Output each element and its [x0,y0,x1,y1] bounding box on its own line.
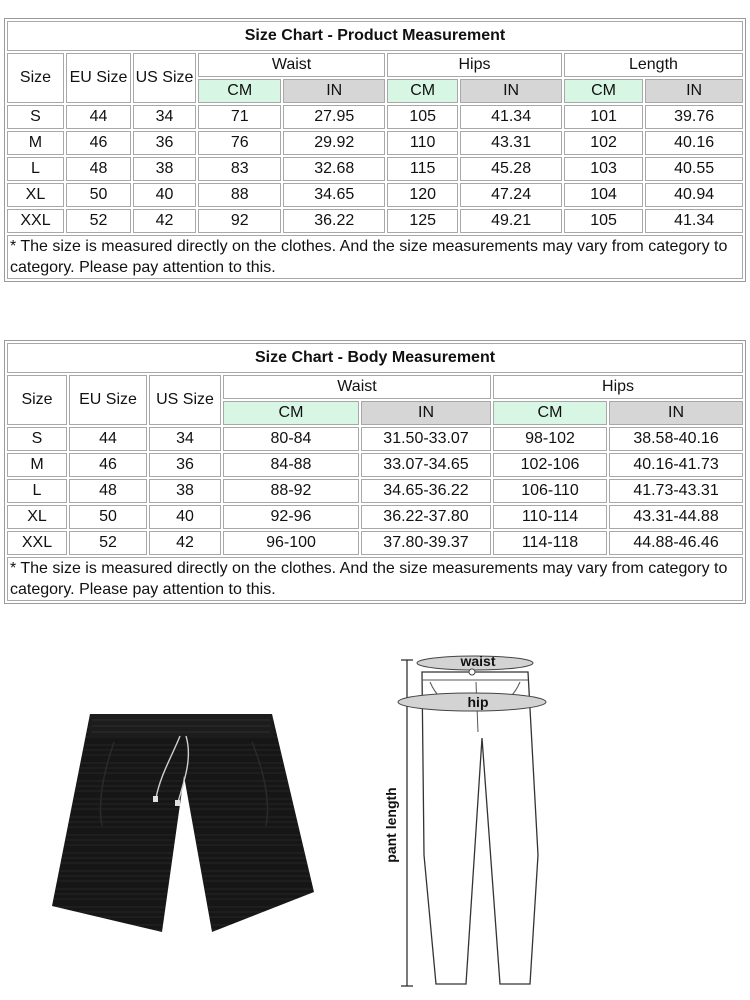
table-cell: 48 [69,479,147,503]
table-cell: 125 [387,209,458,233]
hips-in-header: IN [609,401,743,425]
table-cell: 37.80-39.37 [361,531,491,555]
table-cell: 31.50-33.07 [361,427,491,451]
table-cell: 34 [149,427,221,451]
table-cell: 80-84 [223,427,359,451]
table-row [7,209,743,233]
table-cell: 104 [564,183,643,207]
table-cell: 76 [198,131,281,155]
eu-size-header: EU Size [66,53,131,103]
length-in-header: IN [645,79,743,103]
table-cell: 29.92 [283,131,385,155]
table-cell: 40 [149,505,221,529]
table-cell: 32.68 [283,157,385,181]
table-cell: 34.65 [283,183,385,207]
table-cell: 44.88-46.46 [609,531,743,555]
hips-header: Hips [493,375,743,399]
table-cell: 46 [66,131,131,155]
body-table-body [7,427,743,555]
table-row [7,453,743,477]
table-cell: XL [7,505,67,529]
table-cell: 42 [149,531,221,555]
table-cell: 92 [198,209,281,233]
table-cell: S [7,427,67,451]
pant-length-label: pant length [383,787,399,863]
table-cell: 43.31 [460,131,562,155]
table-cell: 40.94 [645,183,743,207]
waist-header: Waist [198,53,385,77]
table-cell: 42 [133,209,196,233]
table-cell: 102-106 [493,453,607,477]
waist-cm-header: CM [198,79,281,103]
body-measurement-chart [4,340,746,604]
table-cell: 102 [564,131,643,155]
table-cell: XL [7,183,64,207]
table-cell: 71 [198,105,281,129]
table-cell: 43.31-44.88 [609,505,743,529]
table-cell: 38 [149,479,221,503]
table-cell: 84-88 [223,453,359,477]
hips-cm-header: CM [493,401,607,425]
table-cell: 92-96 [223,505,359,529]
waist-cm-header: CM [223,401,359,425]
table-cell: 46 [69,453,147,477]
product-measurement-chart [4,18,746,282]
body-chart-title: Size Chart - Body Measurement [7,343,743,373]
body-size-table [4,340,746,604]
table-cell: 38 [133,157,196,181]
table-cell: 41.34 [460,105,562,129]
waist-header: Waist [223,375,491,399]
table-cell: 105 [387,105,458,129]
table-cell: 103 [564,157,643,181]
table-cell: 120 [387,183,458,207]
hip-label: hip [467,694,489,710]
table-cell: 41.73-43.31 [609,479,743,503]
product-size-table [4,18,746,282]
us-size-header: US Size [133,53,196,103]
hips-cm-header: CM [387,79,458,103]
table-row [7,531,743,555]
table-cell: 36 [133,131,196,155]
shorts-body [52,714,314,932]
table-cell: 50 [66,183,131,207]
eu-size-header: EU Size [69,375,147,425]
product-table-body [7,105,743,233]
table-cell: 40.55 [645,157,743,181]
table-cell: 40.16-41.73 [609,453,743,477]
table-cell: 49.21 [460,209,562,233]
table-cell: 114-118 [493,531,607,555]
table-cell: 40.16 [645,131,743,155]
table-cell: 98-102 [493,427,607,451]
table-cell: 47.24 [460,183,562,207]
drawstring-tip-left [153,796,158,802]
table-cell: L [7,479,67,503]
table-cell: 34 [133,105,196,129]
table-cell: L [7,157,64,181]
table-row [7,505,743,529]
table-cell: 36.22 [283,209,385,233]
table-cell: 52 [66,209,131,233]
table-cell: 41.34 [645,209,743,233]
table-cell: M [7,131,64,155]
table-cell: 96-100 [223,531,359,555]
table-cell: 52 [69,531,147,555]
hips-in-header: IN [460,79,562,103]
waist-label: waist [460,653,496,669]
table-cell: 106-110 [493,479,607,503]
table-cell: 33.07-34.65 [361,453,491,477]
table-cell: 36 [149,453,221,477]
table-cell: XXL [7,531,67,555]
table-cell: 27.95 [283,105,385,129]
shorts-image [52,706,314,938]
table-cell: 34.65-36.22 [361,479,491,503]
size-header: Size [7,53,64,103]
pants-outline [422,672,538,984]
table-cell: 45.28 [460,157,562,181]
table-cell: 36.22-37.80 [361,505,491,529]
drawstring-tip-right [175,800,180,806]
table-cell: M [7,453,67,477]
waist-in-header: IN [283,79,385,103]
table-cell: 110 [387,131,458,155]
table-row [7,427,743,451]
table-cell: 88 [198,183,281,207]
waist-button-icon [469,669,475,675]
table-cell: 44 [66,105,131,129]
table-row [7,479,743,503]
body-chart-note: * The size is measured directly on the clothes. And the size measurements may vary from category to category. Please pay attention to this. [7,557,743,601]
us-size-header: US Size [149,375,221,425]
size-header: Size [7,375,67,425]
length-header: Length [564,53,743,77]
product-chart-title: Size Chart - Product Measurement [7,21,743,51]
table-row [7,183,743,207]
table-cell: 38.58-40.16 [609,427,743,451]
table-row [7,105,743,129]
table-cell: 115 [387,157,458,181]
table-cell: 101 [564,105,643,129]
table-cell: XXL [7,209,64,233]
table-cell: 105 [564,209,643,233]
table-cell: 39.76 [645,105,743,129]
table-cell: S [7,105,64,129]
table-cell: 48 [66,157,131,181]
table-cell: 50 [69,505,147,529]
table-cell: 40 [133,183,196,207]
table-cell: 110-114 [493,505,607,529]
waist-in-header: IN [361,401,491,425]
product-chart-note: * The size is measured directly on the clothes. And the size measurements may vary from category to category. Please pay attention to this. [7,235,743,279]
hips-header: Hips [387,53,562,77]
length-cm-header: CM [564,79,643,103]
table-cell: 44 [69,427,147,451]
table-row [7,131,743,155]
table-cell: 83 [198,157,281,181]
table-row [7,157,743,181]
table-cell: 88-92 [223,479,359,503]
measurement-diagram [370,650,560,995]
